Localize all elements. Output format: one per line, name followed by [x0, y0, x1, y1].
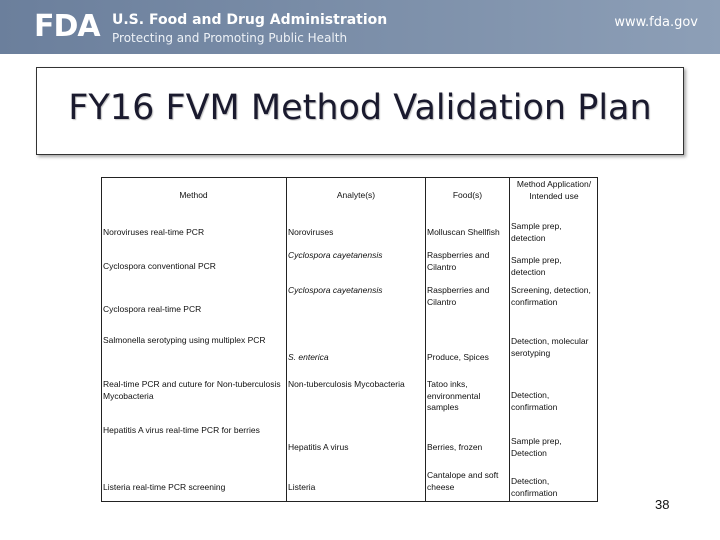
- table-cell-use: Sample prep, Detection: [511, 436, 562, 458]
- table-cell-use: Detection, molecular serotyping: [511, 336, 589, 358]
- table-cell-analyte: Hepatitis A virus: [288, 442, 349, 452]
- agency-name: U.S. Food and Drug Administration: [112, 12, 388, 28]
- table-cell-analyte: Noroviruses: [288, 227, 334, 237]
- table-cell-food: Molluscan Shellfish: [427, 227, 500, 237]
- column-header-application: Method Application/ Intended use: [516, 179, 592, 201]
- table-cell-method: Salmonella serotyping using multiplex PCR: [103, 335, 266, 345]
- column-divider: [509, 177, 510, 502]
- table-cell-use: Sample prep, detection: [511, 221, 562, 243]
- table-cell-method: Cyclospora real-time PCR: [103, 304, 202, 314]
- column-header-food: Food(s): [452, 190, 483, 200]
- page-number: 38: [655, 497, 670, 512]
- fda-logo: FDA: [34, 9, 100, 44]
- column-header-analyte: Analyte(s): [336, 190, 376, 200]
- table-cell-analyte: Non-tuberculosis Mycobacteria: [288, 379, 405, 389]
- table-cell-use: Detection, confirmation: [511, 390, 558, 412]
- table-cell-food: Cantalope and soft cheese: [427, 470, 499, 492]
- column-header-method: Method: [179, 190, 208, 200]
- table-cell-method: Listeria real-time PCR screening: [103, 482, 226, 492]
- table-cell-use: Sample prep, detection: [511, 255, 562, 277]
- agency-tagline: Protecting and Promoting Public Health: [112, 31, 348, 45]
- table-cell-food: Berries, frozen: [427, 442, 483, 452]
- table-cell-analyte: Cyclospora cayetanensis: [288, 250, 383, 260]
- table-cell-method: Cyclospora conventional PCR: [103, 261, 216, 271]
- table-cell-analyte: Cyclospora cayetanensis: [288, 285, 383, 295]
- table-cell-analyte: S. enterica: [288, 352, 329, 362]
- table-cell-food: Produce, Spices: [427, 352, 489, 362]
- table-cell-method: Real-time PCR and cuture for Non-tuberculosis Mycobacteria: [103, 379, 281, 401]
- table-cell-use: Screening, detection, confirmation: [511, 285, 591, 307]
- table-cell-analyte: Listeria: [288, 482, 316, 492]
- column-divider: [425, 177, 426, 502]
- header-banner: [0, 0, 720, 54]
- website-link[interactable]: www.fda.gov: [614, 15, 698, 30]
- method-validation-table: [101, 177, 598, 502]
- table-cell-method: Noroviruses real-time PCR: [103, 227, 205, 237]
- table-cell-food: Raspberries and Cilantro: [427, 250, 490, 272]
- table-cell-food: Raspberries and Cilantro: [427, 285, 490, 307]
- table-cell-use: Detection, confirmation: [511, 476, 558, 498]
- title-box: [36, 67, 684, 155]
- slide-title: FY16 FVM Method Validation Plan: [68, 88, 652, 128]
- table-cell-method: Hepatitis A virus real-time PCR for berries: [103, 425, 260, 435]
- table-cell-food: Tatoo inks, environmental samples: [427, 379, 481, 412]
